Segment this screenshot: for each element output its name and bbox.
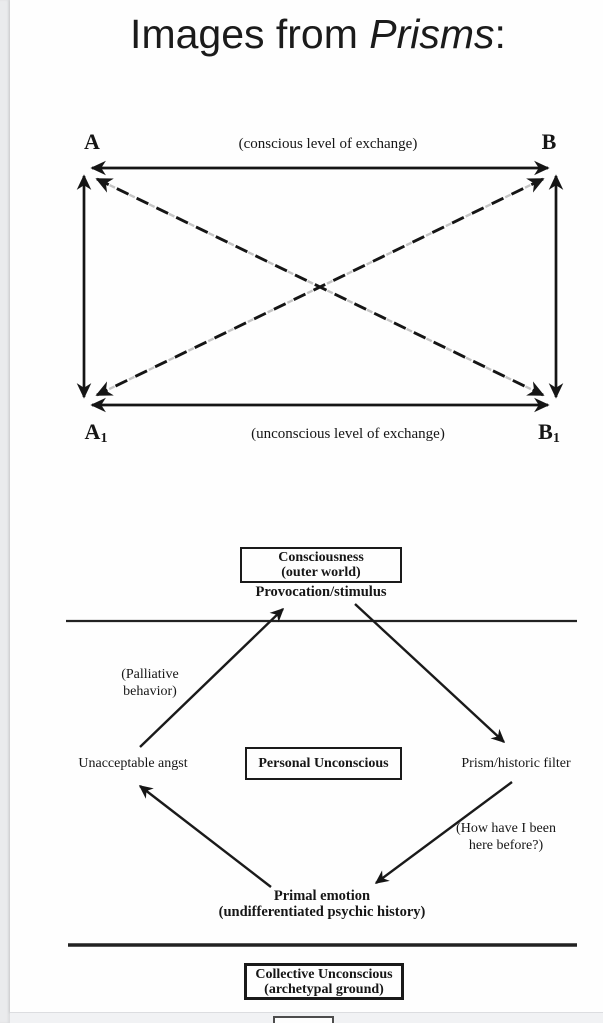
node-a-label: A [84, 129, 100, 154]
primal-to-angst-arrow [140, 786, 271, 887]
palliative-behavior-label [121, 666, 179, 700]
collective-box-line2: (archetypal ground) [264, 982, 384, 997]
provocation-to-prism-arrow [355, 604, 504, 742]
title-text: Images from [130, 11, 370, 57]
prism-historic-filter-label: Prism/historic filter [461, 756, 571, 771]
consciousness-box-line1: Consciousness [278, 550, 364, 565]
how-have-line1: (How have I been [456, 821, 556, 836]
node-a1-base: A [84, 419, 101, 444]
next-page-partial-box [273, 1016, 334, 1023]
primal-emotion-line1: Primal emotion [273, 888, 371, 904]
node-b1-label [538, 421, 560, 450]
primal-emotion-label [219, 888, 426, 920]
personal-unconscious-box: Personal Unconscious [245, 747, 402, 780]
unacceptable-angst-label: Unacceptable angst [78, 756, 188, 771]
palliative-line2: behavior) [123, 684, 177, 699]
node-b1-subscript: 1 [552, 431, 560, 446]
conscious-level-label: (conscious level of exchange) [238, 136, 418, 152]
collective-unconscious-box [244, 963, 404, 1000]
node-b1-base: B [538, 419, 553, 444]
title-colon: : [494, 11, 506, 57]
node-b-label: B [541, 129, 557, 154]
how-have-i-been-label [456, 820, 556, 854]
node-a1-subscript: 1 [100, 431, 108, 446]
provocation-stimulus-label: Provocation/stimulus [255, 584, 387, 600]
palliative-line1: (Palliative [121, 667, 179, 682]
node-a1-label [85, 421, 108, 450]
consciousness-box-line2: (outer world) [281, 565, 361, 580]
title-italic-word: Prisms [369, 11, 495, 57]
primal-emotion-line2: (undifferentiated psychic history) [218, 904, 426, 920]
unconscious-level-label: (unconscious level of exchange) [251, 426, 445, 442]
collective-box-line1: Collective Unconscious [255, 967, 393, 982]
consciousness-box [240, 547, 402, 583]
how-have-line2: here before?) [468, 838, 544, 853]
